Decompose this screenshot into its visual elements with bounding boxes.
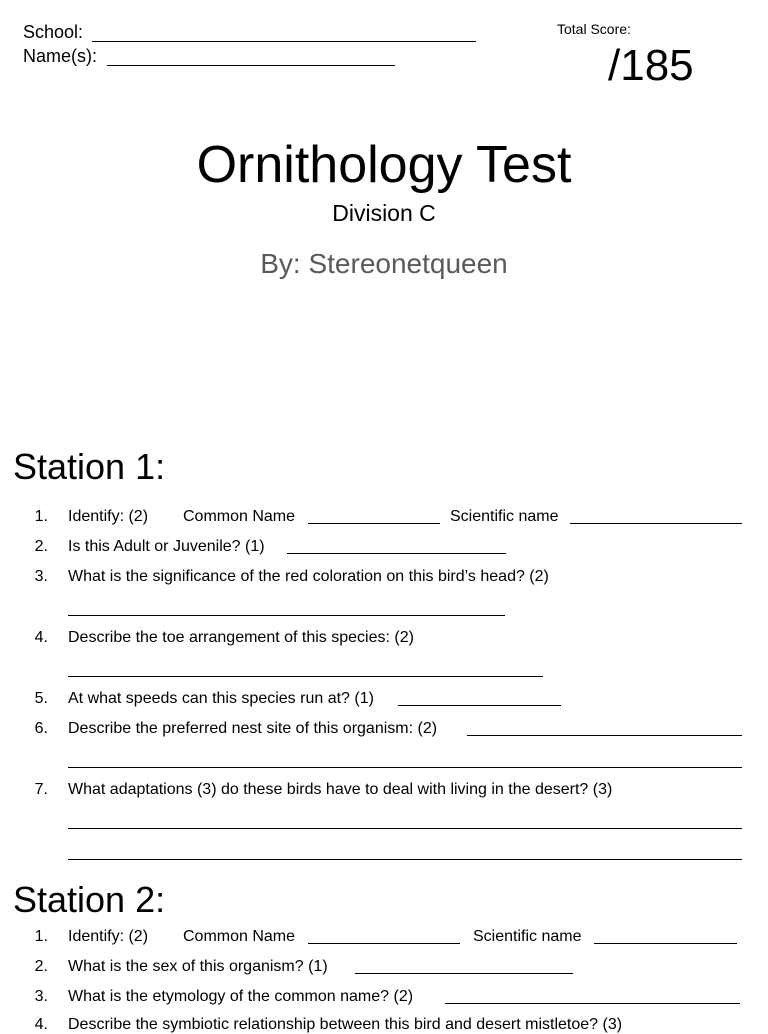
s1-q4-number: 4.: [34, 629, 48, 646]
s1-q7-answer-line-1[interactable]: [68, 811, 742, 829]
s1-q6-answer-line[interactable]: [68, 750, 742, 768]
s2-q4-text: Describe the symbiotic relationship between this bird and desert mistletoe? (3): [68, 1016, 623, 1033]
s1-q4-answer-line[interactable]: [68, 659, 543, 677]
s1-q6-text: Describe the preferred nest site of this organism: (2): [68, 720, 438, 737]
s2-q1-scientific-blank[interactable]: [594, 926, 737, 944]
s1-q3-text: What is the significance of the red coloration on this bird’s head? (2): [68, 568, 549, 585]
s1-q1-common-label: Common Name: [183, 508, 296, 525]
s2-q3-answer-blank[interactable]: [445, 986, 740, 1004]
s1-q1-scientific-blank[interactable]: [570, 506, 742, 524]
s1-q2-number: 2.: [34, 538, 48, 555]
page-title: Ornithology Test: [196, 136, 572, 194]
s1-q3-number: 3.: [34, 568, 48, 585]
s2-q2-text: What is the sex of this organism? (1): [68, 958, 328, 975]
station-2-heading: Station 2:: [13, 879, 166, 920]
s2-q1-number: 1.: [34, 928, 48, 945]
s2-q1-scientific-label: Scientific name: [473, 928, 582, 945]
s1-q7-answer-line-2[interactable]: [68, 842, 742, 860]
s1-q7-text: What adaptations (3) do these birds have to deal with living in the desert? (3): [68, 781, 613, 798]
s2-q2-answer-blank[interactable]: [355, 956, 573, 974]
s2-q3-number: 3.: [34, 988, 48, 1005]
s1-q5-text: At what speeds can this species run at? (1): [68, 690, 374, 707]
author-byline: By: Stereonetqueen: [260, 248, 508, 279]
s2-q4-number: 4.: [34, 1016, 48, 1033]
names-field-row: [23, 46, 97, 67]
station-1-heading: Station 1:: [13, 446, 166, 487]
s2-q1-common-label: Common Name: [183, 928, 296, 945]
s1-q4-text: Describe the toe arrangement of this species: (2): [68, 629, 414, 646]
s1-q2-answer-blank[interactable]: [287, 536, 506, 554]
s1-q5-answer-blank[interactable]: [398, 688, 561, 706]
s1-q3-answer-line[interactable]: [68, 598, 505, 616]
total-score-value: /185: [608, 41, 694, 90]
school-label: School:: [23, 22, 84, 42]
s1-q6-answer-blank[interactable]: [467, 718, 742, 736]
s1-q1-scientific-label: Scientific name: [450, 508, 559, 525]
s2-q1-text: Identify: (2): [68, 928, 149, 945]
names-input-line[interactable]: [107, 48, 395, 66]
s1-q1-common-blank[interactable]: [308, 506, 440, 524]
s1-q1-text: Identify: (2): [68, 508, 149, 525]
s1-q5-number: 5.: [34, 690, 48, 707]
s2-q2-number: 2.: [34, 958, 48, 975]
s1-q2-text: Is this Adult or Juvenile? (1): [68, 538, 265, 555]
s1-q1-number: 1.: [34, 508, 48, 525]
names-label: Name(s):: [23, 46, 98, 66]
s1-q7-number: 7.: [34, 781, 48, 798]
s2-q1-common-blank[interactable]: [308, 926, 460, 944]
school-field-row: [23, 22, 83, 43]
s1-q6-number: 6.: [34, 720, 48, 737]
s2-q3-text: What is the etymology of the common name? (2): [68, 988, 414, 1005]
total-score-label: Total Score:: [557, 21, 631, 37]
school-input-line[interactable]: [92, 24, 476, 42]
division-subtitle: Division C: [332, 200, 436, 226]
